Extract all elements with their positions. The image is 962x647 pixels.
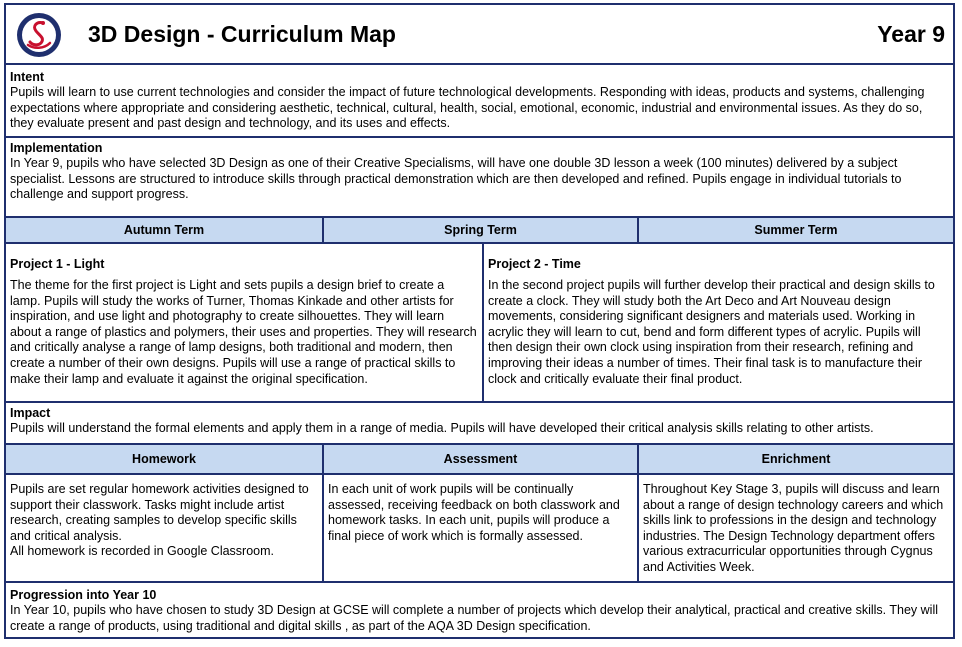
divider	[322, 445, 324, 581]
enrichment-header: Enrichment	[761, 452, 831, 466]
summer-term-header: Summer Term	[754, 223, 838, 237]
divider	[637, 218, 639, 242]
page-title: 3D Design - Curriculum Map	[88, 21, 396, 47]
year-label: Year 9	[877, 21, 945, 47]
impact-heading: Impact	[10, 406, 51, 420]
project-1-text: The theme for the first project is Light and sets pupils a design brief to create a lamp. Pupils will study the works of Turner, Thomas Kinkade and other artists for inspiration, and use light and photography to create silhouettes. They will learn about a range of plastics and polymers, their uses and properties. They will research and critically analyse a range of lamp designs, both traditional and modern, then create a number of their own designs. Pupils will use a range of practical skills to make their lamp and evaluate it against the original specification.	[10, 278, 477, 386]
term-header-row	[6, 218, 953, 244]
intent-heading: Intent	[10, 70, 45, 84]
project-1	[6, 253, 482, 401]
intent-text: Pupils will learn to use current technologies and consider the impact of future technological developments. Responding with ideas, products and systems, challenging expectations where appropriate and considering aesthetic, technical, cultural, health, social, emotional, economic, industrial and environmental issues. As they do so, they evaluate present and past design and technology, and its uses and effects.	[10, 85, 925, 131]
project-1-title: Project 1 - Light	[10, 257, 105, 271]
spring-term-header: Spring Term	[444, 223, 517, 237]
progression-text: In Year 10, pupils who have chosen to study 3D Design at GCSE will complete a number of projects which develop their analytical, practical and creative skills. They will create a range of products, using traditional and digital skills , as part of the AQA 3D Design specification.	[10, 603, 939, 633]
progression-section	[6, 581, 953, 637]
impact-text: Pupils will understand the formal elements and apply them in a range of media. Pupils will have developed their critical analysis skills relating to other artists.	[10, 421, 874, 435]
implementation-text: In Year 9, pupils who have selected 3D Design as one of their Creative Specialisms, will have one double 3D lesson a week (100 minutes) delivered by a subject specialist. Lessons are structured to introduce skills through practical demonstration which are then developed and refined. Pupils engage in individual tutorials to challenge and support progress.	[10, 156, 902, 202]
homework-cell	[6, 477, 322, 581]
project-2-text: In the second project pupils will further develop their practical and design skills to create a clock. They will study both the Art Deco and Art Nouveau design movements, considering significant designers and materials used. Working in acrylic they will learn to cut, bend and form different types of acrylic. Pupils will then design their own clock using inspiration from their research, refining and improving their ideas a number of times. Their final task is to manufacture their clock and critically evaluate their final product.	[488, 278, 935, 386]
divider	[637, 445, 639, 581]
project-2	[484, 253, 953, 401]
autumn-term-header: Autumn Term	[123, 223, 205, 237]
homework-text: Pupils are set regular homework activities designed to support their classwork. Tasks might include artist research, creating samples to develop specific skills and critical analysis.	[10, 482, 309, 543]
homework-header: Homework	[132, 452, 196, 466]
intent-section	[6, 67, 953, 138]
implementation-section	[6, 138, 953, 218]
project-2-title: Project 2 - Time	[488, 257, 581, 271]
assessment-header: Assessment	[443, 452, 518, 466]
assessment-cell	[324, 477, 637, 581]
divider	[322, 218, 324, 242]
enrichment-cell	[639, 477, 953, 581]
enrichment-text: Throughout Key Stage 3, pupils will discuss and learn about a range of design technology careers and which skills link to professions in the design and technology industries. The Design Technology department offers various extracurricular opportunities through Cygnus and Activities Week.	[643, 482, 944, 574]
progression-heading: Progression into Year 10	[10, 588, 157, 602]
impact-section	[6, 401, 953, 445]
implementation-heading: Implementation	[10, 141, 103, 155]
header	[6, 5, 953, 65]
swan-logo-icon	[16, 12, 62, 58]
curriculum-map-page	[4, 3, 955, 639]
assessment-text: In each unit of work pupils will be continually assessed, receiving feedback on both classwork and homework tasks. In each unit, pupils will produce a final piece of work which is formally assessed.	[328, 482, 620, 543]
homework-note: All homework is recorded in Google Classroom.	[10, 544, 274, 559]
support-header-row	[6, 445, 953, 475]
